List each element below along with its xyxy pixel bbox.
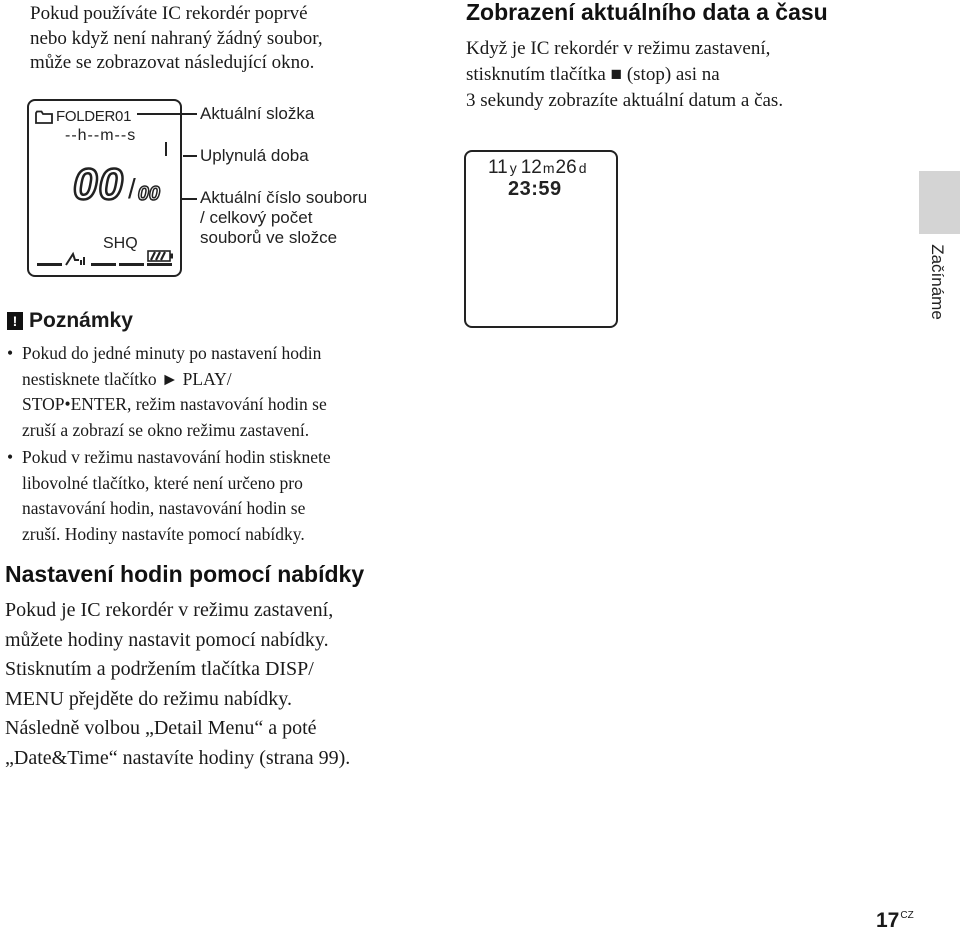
date-section-body (466, 36, 886, 114)
date-year: 11 (488, 157, 508, 178)
date-month: 12 (520, 157, 542, 178)
bullet-icon: • (7, 447, 14, 467)
date-readout (488, 157, 586, 179)
callout-elapsed: Uplynulá doba (200, 146, 309, 165)
note-line: libovolné tlačítko, které není určeno pro (22, 472, 303, 493)
callout-file-line: souborů ve složce (200, 228, 338, 247)
lcd-file-counter (73, 160, 160, 209)
lcd-folder-row (35, 108, 131, 125)
lcd-segment (147, 263, 172, 266)
note-line: zruší. Hodiny nastavíte pomocí nabídky. (22, 523, 305, 544)
callout-file-count (200, 188, 367, 248)
callout-leader-elapsed (183, 155, 197, 157)
time-readout: 23:59 (508, 178, 562, 200)
folder-icon (35, 110, 53, 124)
lcd-file-number: 00 (73, 160, 124, 209)
lcd-quality: SHQ (103, 235, 138, 252)
page-number (876, 909, 914, 933)
note-line: Pokud do jedné minuty po nastavení hodin (22, 343, 322, 363)
date-day: 26 (555, 157, 577, 178)
callout-leader-elapsed-stem (165, 142, 167, 156)
note-line: nestisknete tlačítko ► PLAY/ (22, 368, 232, 389)
side-tab (919, 171, 960, 234)
menu-section-body (5, 596, 435, 773)
callout-file-line: Aktuální číslo souboru (200, 188, 368, 207)
menu-line: Pokud je IC rekordér v režimu zastavení, (5, 599, 334, 621)
note-line: STOP•ENTER, režim nastavování hodin se (22, 394, 327, 414)
date-display-illustration (464, 150, 618, 328)
menu-line: Stisknutím a podržením tlačítka DISP/ (5, 658, 314, 680)
date-line: stisknutím tlačítka ■ (stop) asi na (466, 64, 720, 85)
menu-line: „Date&Time“ nastavíte hodiny (strana 99). (5, 746, 351, 769)
section-heading-menu: Nastavení hodin pomocí nabídky (5, 561, 365, 587)
lcd-slash: / (127, 173, 136, 204)
lcd-segment (91, 263, 116, 266)
menu-line: můžete hodiny nastavit pomocí nabídky. (5, 628, 329, 651)
intro-line: může se zobrazovat následující okno. (30, 52, 315, 73)
list-item (5, 341, 425, 443)
lcd-segment (37, 263, 62, 266)
intro-line: nebo když není nahraný žádný soubor, (30, 27, 323, 49)
lcd-elapsed-time: --h--m--s (65, 127, 137, 144)
note-line: Pokud v režimu nastavování hodin stisknete (22, 447, 331, 467)
note-icon: ! (7, 312, 23, 330)
page-language-code: CZ (900, 910, 914, 921)
date-year-unit: y (509, 160, 517, 176)
recording-level-icon (65, 251, 87, 271)
lcd-segment (119, 263, 144, 266)
intro-line: Pokud používáte IC rekordér poprvé (30, 3, 308, 24)
callout-leader-folder (137, 113, 197, 115)
menu-line: Následně volbou „Detail Menu“ a poté (5, 717, 317, 739)
callout-file-line: / celkový počet (200, 208, 313, 227)
lcd-total-files: 00 (137, 183, 160, 205)
date-month-unit: m (542, 160, 555, 176)
notes-heading (7, 309, 133, 333)
notes-heading-text: Poznámky (29, 309, 133, 332)
intro-paragraph (30, 2, 430, 76)
date-day-unit: d (578, 160, 587, 176)
list-item (5, 445, 425, 547)
bullet-icon: • (7, 343, 14, 363)
menu-line: MENU přejděte do režimu nabídky. (5, 687, 292, 710)
note-line: nastavování hodin, nastavování hodin se (22, 498, 306, 518)
callout-leader-file (182, 198, 197, 200)
note-line: zruší a zobrazí se okno režimu zastavení. (22, 419, 310, 440)
lcd-display-illustration (27, 99, 182, 277)
side-tab-label: Začínáme (928, 244, 947, 320)
notes-list (5, 341, 425, 547)
page-number-value: 17 (876, 909, 900, 932)
date-line: Když je IC rekordér v režimu zastavení, (466, 38, 771, 59)
date-line: 3 sekundy zobrazíte aktuální datum a čas. (466, 90, 784, 111)
section-heading-date: Zobrazení aktuálního data a času (466, 0, 828, 25)
callout-folder: Aktuální složka (200, 104, 315, 123)
lcd-folder-name: FOLDER01 (56, 108, 132, 125)
